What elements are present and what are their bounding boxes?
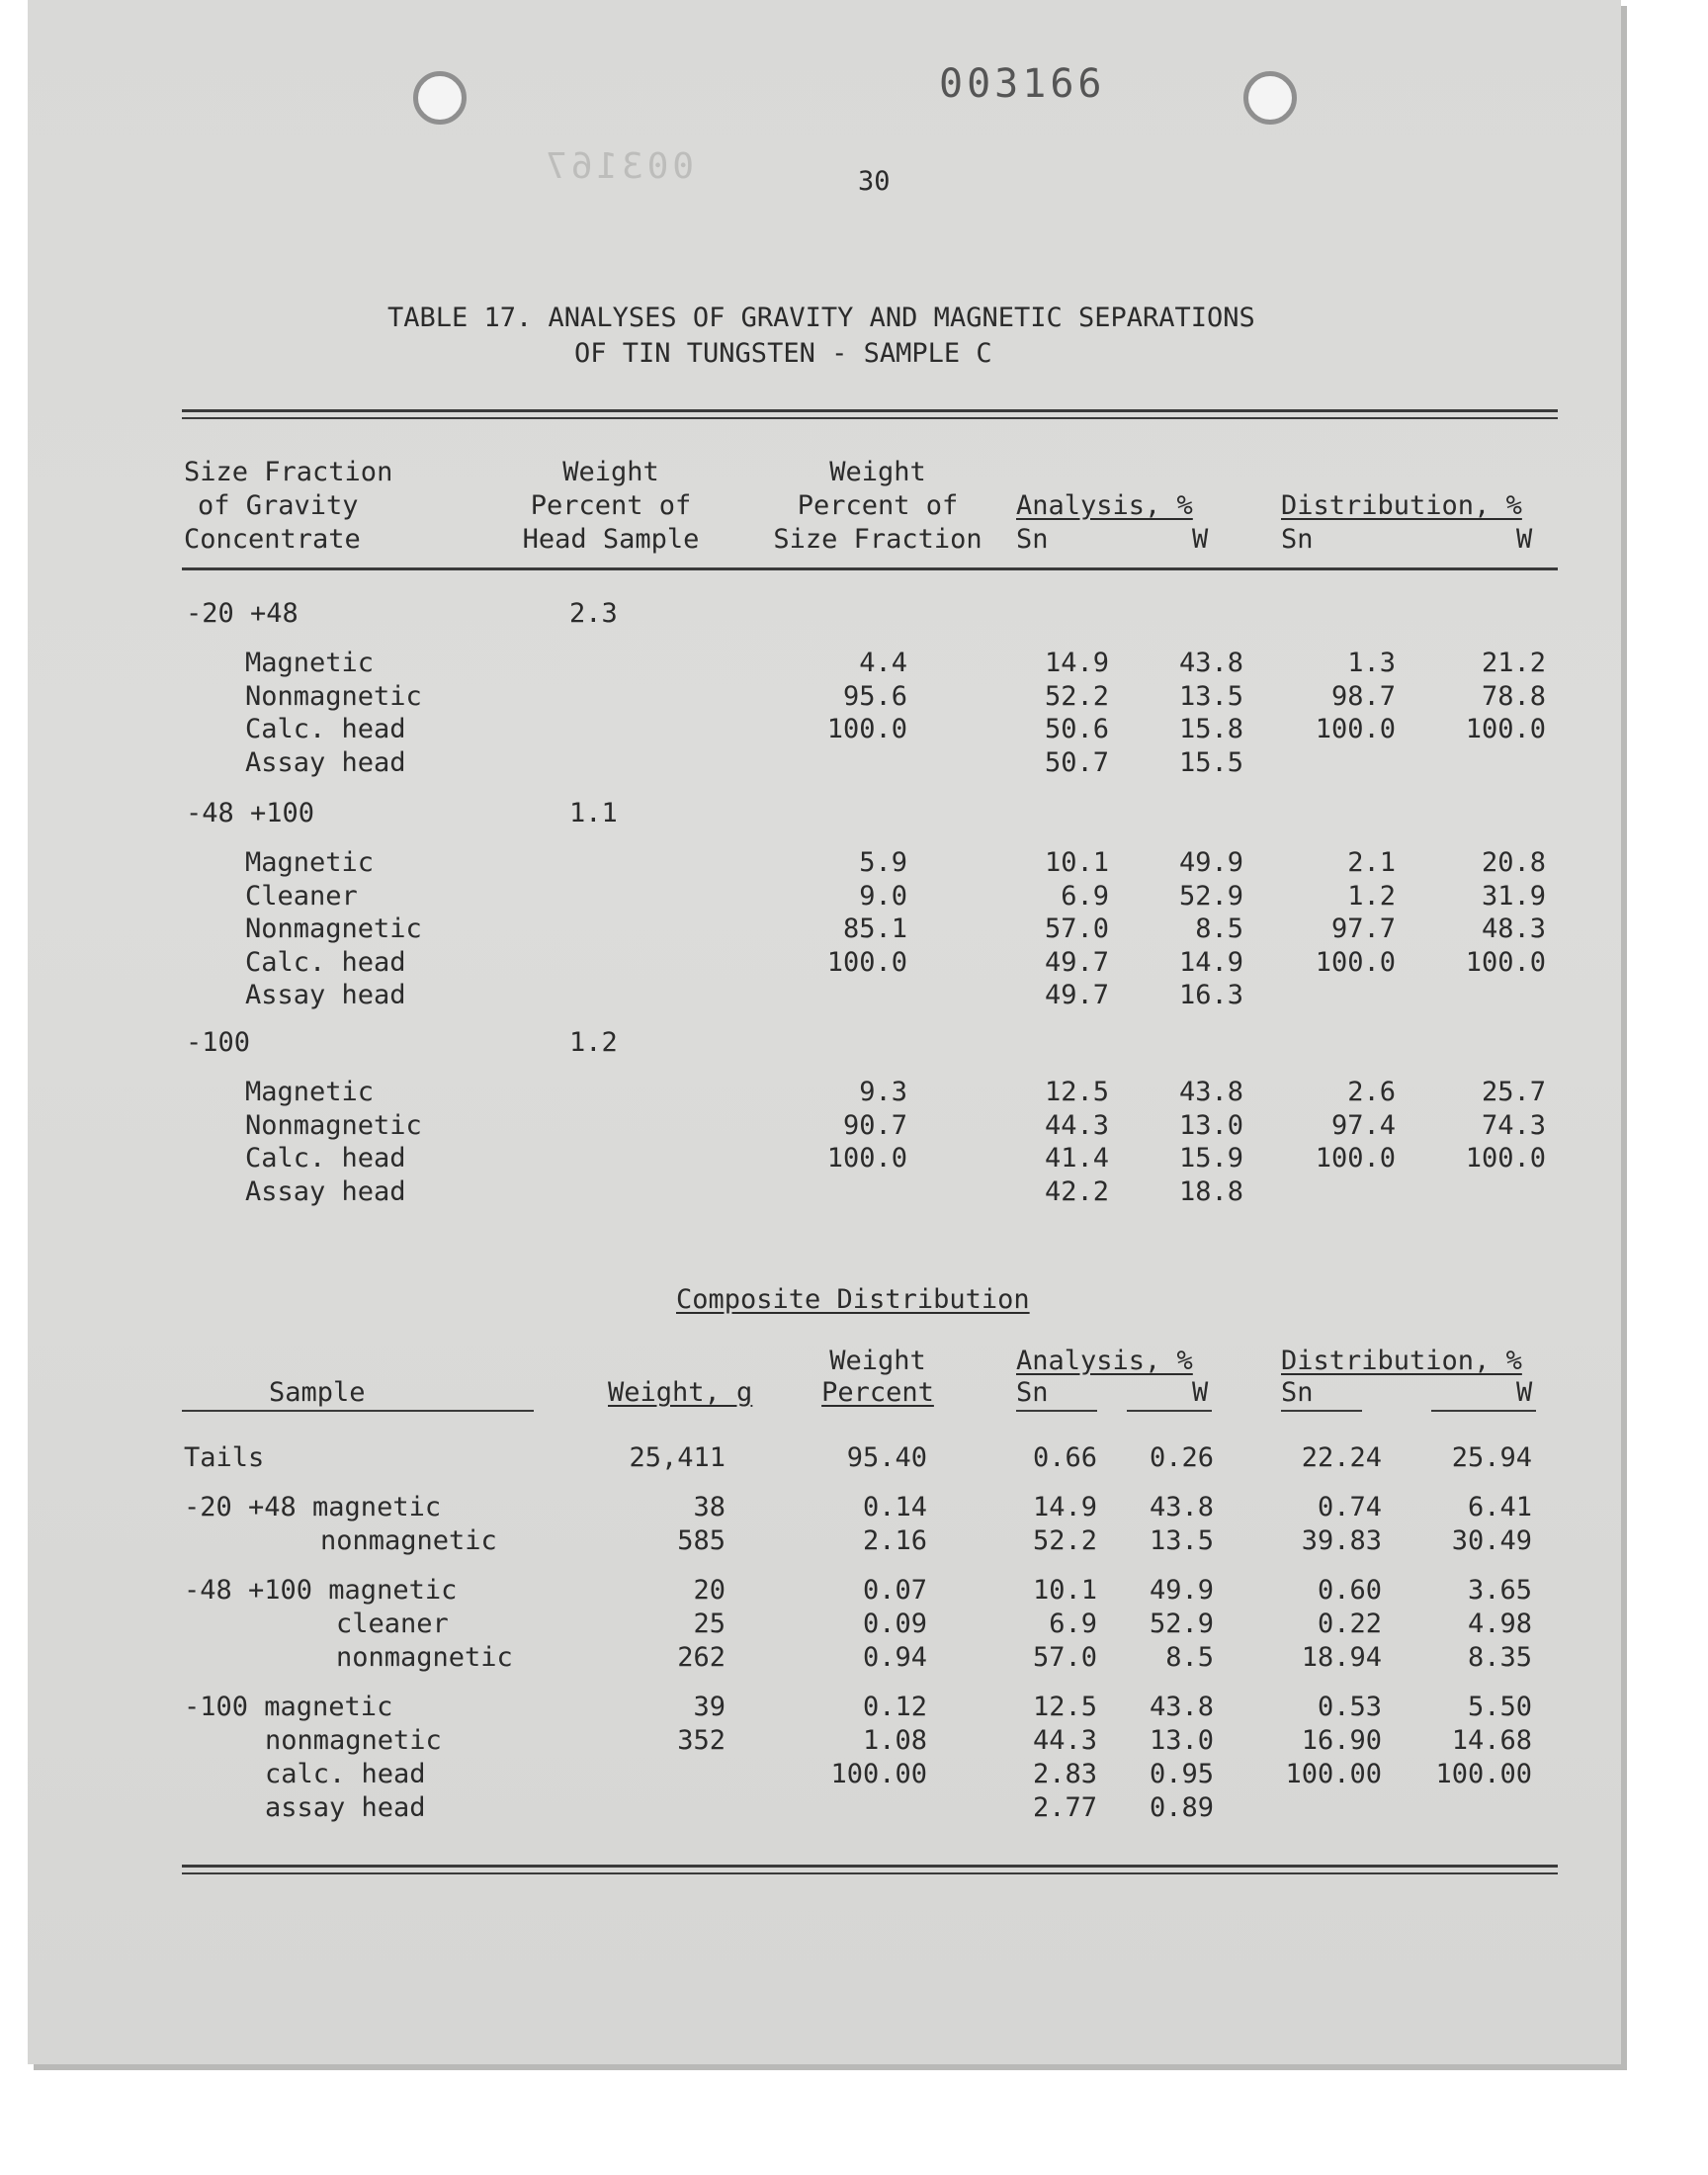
distribution-w-value: 100.0 (1465, 1143, 1546, 1174)
size-fraction-label: -48 +100 (186, 798, 315, 828)
composite-analysis-w: 43.8 (1149, 1692, 1214, 1722)
composite-weight-value: 262 (677, 1642, 726, 1673)
composite-analysis-w: 0.26 (1149, 1442, 1214, 1473)
analysis-sn-value: 12.5 (1044, 1077, 1109, 1107)
table-row-label: Calc. head (245, 714, 406, 744)
header-distribution-sn: Sn (1281, 524, 1314, 555)
composite-analysis-sn: 10.1 (1032, 1575, 1097, 1606)
composite-distribution-sn: 22.24 (1301, 1442, 1382, 1473)
analysis-sn-value: 14.9 (1044, 648, 1109, 678)
composite-analysis-sn: 52.2 (1032, 1525, 1097, 1556)
size-fraction-percent: 85.1 (842, 914, 907, 944)
composite-analysis-sn: 0.66 (1032, 1442, 1097, 1473)
composite-analysis-w: 13.0 (1149, 1725, 1214, 1756)
composite-distribution-w: 5.50 (1467, 1692, 1532, 1722)
composite-weight-percent: 100.00 (830, 1759, 927, 1789)
analysis-sn-value: 49.7 (1044, 946, 1109, 978)
composite-distribution-w: 100.00 (1435, 1759, 1532, 1789)
faint-mirrored-stamp: 003167 (542, 146, 695, 187)
composite-sample-underline (182, 1410, 534, 1412)
analysis-sn-value: 41.4 (1044, 1143, 1109, 1174)
analysis-sn-value: 44.3 (1044, 1109, 1109, 1141)
composite-distribution-sn: 16.90 (1301, 1725, 1382, 1756)
distribution-sn-value: 2.6 (1347, 1077, 1396, 1107)
composite-row-label: -48 +100 magnetic (184, 1575, 458, 1606)
size-fraction-percent: 4.4 (859, 648, 907, 678)
composite-distribution-w-rule (1431, 1410, 1536, 1412)
analysis-w-value: 13.5 (1178, 680, 1243, 712)
composite-distribution-w: 30.49 (1451, 1525, 1532, 1556)
composite-weight-percent: 1.08 (862, 1725, 927, 1756)
size-fraction-percent: 5.9 (859, 847, 907, 878)
distribution-sn-value: 100.0 (1315, 714, 1396, 744)
composite-analysis-sn: 2.77 (1032, 1792, 1097, 1823)
header-analysis-sn: Sn (1016, 524, 1049, 555)
composite-analysis-sn: 57.0 (1032, 1642, 1097, 1673)
analysis-w-value: 14.9 (1178, 946, 1243, 978)
composite-weight-percent: 0.94 (862, 1642, 927, 1673)
size-fraction-percent: 100.0 (826, 714, 907, 744)
composite-distribution-w: 8.35 (1467, 1642, 1532, 1673)
header-analysis-w: W (1192, 524, 1209, 555)
composite-distribution-w: 6.41 (1467, 1492, 1532, 1522)
size-fraction-percent: 9.0 (859, 880, 907, 912)
composite-analysis-sn: 2.83 (1032, 1759, 1097, 1789)
composite-analysis-w: 49.9 (1149, 1575, 1214, 1606)
size-fraction-percent: 100.0 (826, 1143, 907, 1174)
composite-analysis-w-rule (1127, 1410, 1212, 1412)
composite-weight-percent: 95.40 (846, 1442, 927, 1473)
composite-distribution-sn: 0.22 (1317, 1609, 1382, 1639)
analysis-w-value: 15.5 (1178, 746, 1243, 778)
table-row-label: Nonmagnetic (245, 680, 422, 712)
composite-analysis-sn: 12.5 (1032, 1692, 1097, 1722)
composite-analysis-w: 8.5 (1165, 1642, 1214, 1673)
composite-distribution-w: 3.65 (1467, 1575, 1532, 1606)
analysis-w-value: 43.8 (1178, 1077, 1243, 1107)
composite-weight-percent: 2.16 (862, 1525, 927, 1556)
head-weight-percent: 1.1 (569, 798, 618, 828)
composite-weight-percent: 0.07 (862, 1575, 927, 1606)
table-title-line1: TABLE 17. ANALYSES OF GRAVITY AND MAGNETIC SEPARATIONS (387, 303, 1255, 333)
composite-row-label: -20 +48 magnetic (184, 1492, 442, 1522)
table-row-label: Assay head (245, 980, 406, 1010)
composite-distribution-w: 4.98 (1467, 1609, 1532, 1639)
distribution-sn-value: 98.7 (1330, 680, 1396, 712)
analysis-w-value: 52.9 (1178, 880, 1243, 912)
composite-distribution-sn: 18.94 (1301, 1642, 1382, 1673)
composite-weight-value: 38 (693, 1492, 726, 1522)
composite-row-label: -100 magnetic (184, 1692, 393, 1722)
composite-header-weight-pct-1: Weight (829, 1346, 926, 1376)
document-page (28, 0, 1621, 2064)
analysis-sn-value: 49.7 (1044, 980, 1109, 1010)
composite-analysis-sn: 14.9 (1032, 1492, 1097, 1522)
distribution-w-value: 100.0 (1465, 714, 1546, 744)
distribution-sn-value: 100.0 (1315, 1143, 1396, 1174)
composite-weight-value: 352 (677, 1725, 726, 1756)
distribution-sn-value: 100.0 (1315, 946, 1396, 978)
header-bottom-rule (182, 567, 1558, 570)
composite-weight-percent: 0.09 (862, 1609, 927, 1639)
composite-weight-value: 39 (693, 1692, 726, 1722)
composite-distribution-sn: 0.74 (1317, 1492, 1382, 1522)
table-top-rule-2 (182, 417, 1558, 419)
analysis-sn-value: 42.2 (1044, 1175, 1109, 1207)
size-fraction-percent: 100.0 (826, 946, 907, 978)
composite-header-analysis: Analysis, % (1016, 1346, 1193, 1376)
composite-row-label: assay head (265, 1792, 426, 1823)
distribution-w-value: 48.3 (1481, 914, 1546, 944)
composite-analysis-sn-rule (1016, 1410, 1097, 1412)
composite-weight-value: 20 (693, 1575, 726, 1606)
composite-analysis-sn: 44.3 (1032, 1725, 1097, 1756)
distribution-w-value: 25.7 (1481, 1077, 1546, 1107)
composite-weight-value: 585 (677, 1525, 726, 1556)
composite-row-label: calc. head (265, 1759, 426, 1789)
analysis-w-value: 8.5 (1195, 914, 1243, 944)
composite-row-label: Tails (184, 1442, 265, 1473)
composite-distribution-sn: 39.83 (1301, 1525, 1382, 1556)
punch-hole-left (413, 71, 467, 125)
table-top-rule-1 (182, 409, 1558, 412)
size-fraction-percent: 9.3 (859, 1077, 907, 1107)
table-row-label: Nonmagnetic (245, 1109, 422, 1141)
composite-header-distribution-sn: Sn (1281, 1377, 1314, 1408)
analysis-sn-value: 10.1 (1044, 847, 1109, 878)
composite-distribution-w: 14.68 (1451, 1725, 1532, 1756)
table-row-label: Magnetic (245, 648, 375, 678)
analysis-w-value: 15.8 (1178, 714, 1243, 744)
header-head-weight-1: Weight (562, 457, 659, 487)
header-size-fraction-1: Size Fraction (184, 457, 393, 487)
composite-distribution-sn: 0.53 (1317, 1692, 1382, 1722)
table-title-line2: OF TIN TUNGSTEN - SAMPLE C (574, 338, 992, 369)
composite-analysis-w: 13.5 (1149, 1525, 1214, 1556)
table-row-label: Magnetic (245, 847, 375, 878)
size-fraction-label: -100 (186, 1027, 251, 1058)
distribution-sn-value: 1.3 (1347, 648, 1396, 678)
header-size-weight-1: Weight (829, 457, 926, 487)
analysis-w-value: 43.8 (1178, 648, 1243, 678)
analysis-w-value: 49.9 (1178, 847, 1243, 878)
composite-distribution-sn-rule (1281, 1410, 1362, 1412)
table-row-label: Assay head (245, 1175, 406, 1207)
composite-row-label: nonmagnetic (320, 1525, 497, 1556)
composite-analysis-w: 0.89 (1149, 1792, 1214, 1823)
distribution-w-value: 100.0 (1465, 946, 1546, 978)
document-number-stamp: 003166 (939, 61, 1106, 107)
header-size-weight-3: Size Fraction (773, 524, 982, 555)
composite-weight-percent: 0.14 (862, 1492, 927, 1522)
composite-distribution-sn: 100.00 (1285, 1759, 1382, 1789)
composite-analysis-w: 0.95 (1149, 1759, 1214, 1789)
page-number: 30 (858, 166, 891, 197)
header-size-weight-2: Percent of (797, 490, 959, 521)
table-row-label: Calc. head (245, 946, 406, 978)
composite-header-weight-pct-2: Percent (821, 1377, 934, 1408)
table-row-label: Assay head (245, 746, 406, 778)
header-distribution: Distribution, % (1281, 490, 1522, 521)
distribution-w-value: 21.2 (1481, 648, 1546, 678)
header-head-weight-2: Percent of (530, 490, 692, 521)
analysis-sn-value: 57.0 (1044, 914, 1109, 944)
composite-header-weight: Weight, g (608, 1377, 753, 1408)
analysis-sn-value: 52.2 (1044, 680, 1109, 712)
header-distribution-w: W (1516, 524, 1533, 555)
punch-hole-right (1243, 71, 1297, 125)
analysis-w-value: 18.8 (1178, 1175, 1243, 1207)
composite-row-label: nonmagnetic (265, 1725, 442, 1756)
analysis-w-value: 13.0 (1178, 1109, 1243, 1141)
distribution-w-value: 78.8 (1481, 680, 1546, 712)
table-bottom-rule-1 (182, 1865, 1558, 1868)
composite-header-sample: Sample (269, 1377, 366, 1408)
distribution-sn-value: 2.1 (1347, 847, 1396, 878)
distribution-sn-value: 97.4 (1330, 1109, 1396, 1141)
composite-analysis-w: 52.9 (1149, 1609, 1214, 1639)
composite-analysis-sn: 6.9 (1049, 1609, 1097, 1639)
head-weight-percent: 2.3 (569, 598, 618, 629)
header-analysis: Analysis, % (1016, 490, 1193, 521)
composite-row-label: nonmagnetic (336, 1642, 513, 1673)
distribution-w-value: 31.9 (1481, 880, 1546, 912)
composite-title: Composite Distribution (676, 1284, 1030, 1315)
header-size-fraction-3: Concentrate (184, 524, 361, 555)
table-row-label: Nonmagnetic (245, 914, 422, 944)
table-row-label: Calc. head (245, 1143, 406, 1174)
head-weight-percent: 1.2 (569, 1027, 618, 1058)
distribution-w-value: 20.8 (1481, 847, 1546, 878)
analysis-sn-value: 50.6 (1044, 714, 1109, 744)
composite-weight-value: 25 (693, 1609, 726, 1639)
distribution-sn-value: 1.2 (1347, 880, 1396, 912)
size-fraction-label: -20 +48 (186, 598, 299, 629)
composite-weight-value: 25,411 (629, 1442, 726, 1473)
distribution-w-value: 74.3 (1481, 1109, 1546, 1141)
header-size-fraction-2: of Gravity (198, 490, 359, 521)
analysis-w-value: 16.3 (1178, 980, 1243, 1010)
header-head-weight-3: Head Sample (522, 524, 700, 555)
composite-distribution-sn: 0.60 (1317, 1575, 1382, 1606)
composite-weight-percent: 0.12 (862, 1692, 927, 1722)
table-row-label: Cleaner (245, 880, 358, 912)
distribution-sn-value: 97.7 (1330, 914, 1396, 944)
composite-header-analysis-sn: Sn (1016, 1377, 1049, 1408)
composite-distribution-w: 25.94 (1451, 1442, 1532, 1473)
analysis-sn-value: 6.9 (1061, 880, 1109, 912)
composite-analysis-w: 43.8 (1149, 1492, 1214, 1522)
size-fraction-percent: 95.6 (842, 680, 907, 712)
composite-row-label: cleaner (336, 1609, 449, 1639)
size-fraction-percent: 90.7 (842, 1109, 907, 1141)
table-bottom-rule-2 (182, 1872, 1558, 1874)
analysis-w-value: 15.9 (1178, 1143, 1243, 1174)
composite-header-analysis-w: W (1192, 1377, 1209, 1408)
table-row-label: Magnetic (245, 1077, 375, 1107)
composite-header-distribution: Distribution, % (1281, 1346, 1522, 1376)
analysis-sn-value: 50.7 (1044, 746, 1109, 778)
composite-header-distribution-w: W (1516, 1377, 1533, 1408)
